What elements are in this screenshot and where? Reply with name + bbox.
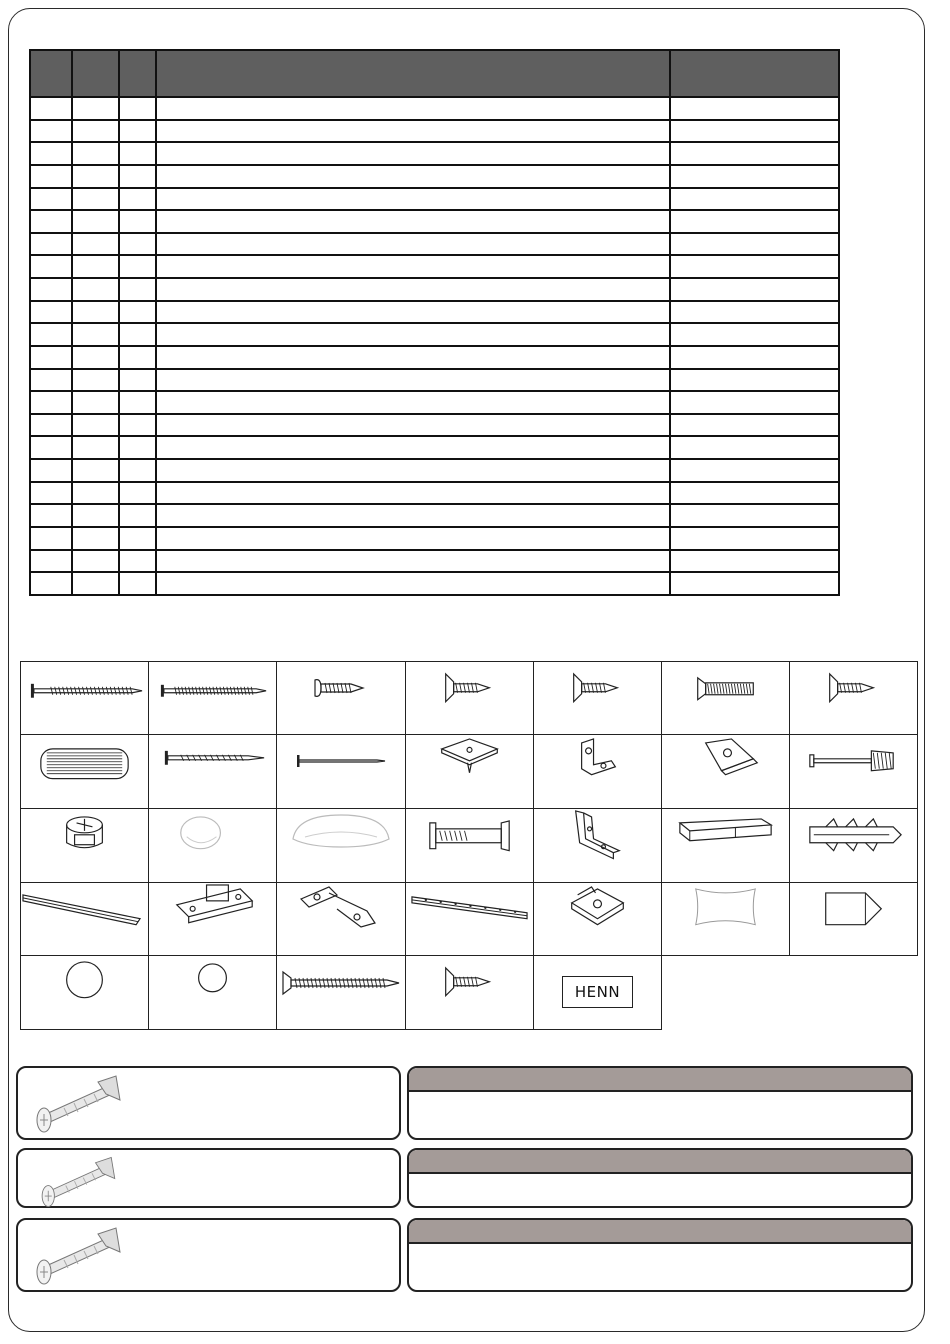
parts-table-cell: [156, 255, 670, 278]
parts-table-cell: [30, 459, 72, 482]
parts-table-row: [30, 459, 839, 482]
parts-table-row: [30, 255, 839, 278]
parts-table-cell: [72, 120, 119, 143]
parts-table-cell: [156, 210, 670, 233]
hardware-cell: [20, 882, 149, 956]
countersunk-screw-icon: [406, 662, 533, 734]
hardware-cell: [533, 955, 662, 1030]
parts-table-cell: [119, 255, 156, 278]
parts-table-cell: [119, 120, 156, 143]
parts-table-cell: [670, 346, 839, 369]
hardware-cell: [20, 955, 149, 1030]
parts-table-cell: [119, 504, 156, 527]
parts-table-cell: [30, 120, 72, 143]
parts-table-cell: [119, 391, 156, 414]
connector-box: [16, 1066, 401, 1140]
parts-table-cell: [72, 165, 119, 188]
parts-table-cell: [119, 436, 156, 459]
parts-table-header: [30, 50, 839, 97]
parts-table-cell: [30, 97, 72, 120]
parts-table-cell: [72, 527, 119, 550]
parts-table-cell: [30, 142, 72, 165]
hardware-cell: [148, 734, 277, 809]
parts-table-cell: [30, 436, 72, 459]
parts-table-row: [30, 188, 839, 211]
parts-table-row: [30, 165, 839, 188]
parts-table-cell: [670, 459, 839, 482]
parts-table-cell: [670, 301, 839, 324]
parts-table-cell: [670, 210, 839, 233]
connector-info-header: [409, 1068, 911, 1092]
parts-table-cell: [156, 233, 670, 256]
parts-table-cell: [156, 459, 670, 482]
drawer-runner-icon: [406, 883, 533, 955]
connector-box: [16, 1218, 401, 1292]
parts-table-cell: [72, 301, 119, 324]
parts-table-cell: [670, 233, 839, 256]
parts-table-cell: [156, 165, 670, 188]
parts-table-cell: [156, 278, 670, 301]
cover-cap-small-icon: [149, 956, 276, 1029]
parts-table: [29, 49, 840, 596]
parts-table-row: [30, 210, 839, 233]
parts-table-cell: [30, 165, 72, 188]
plate-connector-icon: [406, 735, 533, 808]
parts-table-cell: [156, 346, 670, 369]
parts-table-cell: [72, 572, 119, 595]
corner-block-icon: [662, 735, 789, 808]
hardware-cell: [789, 661, 918, 735]
parts-table-cell: [119, 459, 156, 482]
parts-table-cell: [119, 323, 156, 346]
cam-bolt-icon: [790, 735, 917, 808]
hardware-cell: [533, 808, 662, 883]
hardware-cell: [533, 734, 662, 809]
connector-info-box: [407, 1218, 913, 1292]
parts-table-cell: [72, 188, 119, 211]
edge-cap-icon: [790, 883, 917, 955]
hardware-cell: [533, 661, 662, 735]
cover-cap-large-icon: [21, 956, 148, 1029]
countersunk-screw-icon: [790, 662, 917, 734]
parts-table-cell: [156, 142, 670, 165]
mounting-plate-icon: [149, 883, 276, 955]
parts-table-row: [30, 482, 839, 505]
parts-table-cell: [119, 482, 156, 505]
parts-table-cell: [119, 188, 156, 211]
parts-table-row: [30, 391, 839, 414]
countersunk-screw-icon: [406, 956, 533, 1029]
hardware-cell: [661, 734, 790, 809]
parts-table-cell: [119, 301, 156, 324]
parts-table-cell: [670, 120, 839, 143]
clip-bracket-icon: [534, 883, 661, 955]
parts-table-cell: [119, 527, 156, 550]
parts-table-cell: [156, 572, 670, 595]
parts-table-cell: [119, 414, 156, 437]
hardware-cell: [20, 661, 149, 735]
parts-table-cell: [156, 504, 670, 527]
parts-table-cell: [72, 323, 119, 346]
machine-bolt-icon: [662, 662, 789, 734]
henn-label-icon: [534, 976, 661, 1008]
hardware-cell: [405, 661, 534, 735]
parts-table-cell: [30, 255, 72, 278]
threaded-screw-icon: [149, 662, 276, 734]
parts-table-cell: [30, 188, 72, 211]
wall-plug-icon: [790, 809, 917, 882]
connector-screw-icon: [28, 1224, 128, 1288]
round-knob-icon: [149, 809, 276, 882]
parts-table-cell: [119, 233, 156, 256]
parts-table-cell: [119, 278, 156, 301]
connector-screw-icon: [28, 1072, 128, 1136]
parts-table-cell: [119, 210, 156, 233]
felt-pad-icon: [662, 883, 789, 955]
parts-table-cell: [156, 482, 670, 505]
wood-strip-icon: [662, 809, 789, 882]
header-cell: [119, 50, 156, 97]
connector-info-header: [409, 1220, 911, 1244]
hardware-cell: [405, 882, 534, 956]
hardware-cell: [405, 808, 534, 883]
hardware-cell: [661, 661, 790, 735]
parts-table-cell: [119, 165, 156, 188]
parts-table-cell: [670, 165, 839, 188]
parts-table-cell: [119, 550, 156, 573]
long-rail-icon: [21, 883, 148, 955]
parts-table-row: [30, 527, 839, 550]
parts-table-cell: [30, 278, 72, 301]
parts-table-cell: [156, 323, 670, 346]
parts-table-row: [30, 436, 839, 459]
parts-table-cell: [72, 233, 119, 256]
parts-table-cell: [670, 482, 839, 505]
parts-table-cell: [670, 504, 839, 527]
parts-table-cell: [72, 346, 119, 369]
parts-table-cell: [670, 436, 839, 459]
parts-table-cell: [30, 550, 72, 573]
parts-table-row: [30, 278, 839, 301]
hardware-cell: [148, 808, 277, 883]
parts-table-cell: [72, 504, 119, 527]
parts-table-cell: [156, 120, 670, 143]
parts-table-cell: [670, 572, 839, 595]
parts-table-row: [30, 142, 839, 165]
pan-head-screw-icon: [277, 662, 405, 734]
parts-table-cell: [670, 97, 839, 120]
hardware-cell: [661, 882, 790, 956]
parts-table-row: [30, 233, 839, 256]
parts-table-cell: [30, 572, 72, 595]
parts-table-cell: [670, 550, 839, 573]
parts-table-cell: [156, 527, 670, 550]
parts-table-row: [30, 323, 839, 346]
parts-table-row: [30, 550, 839, 573]
parts-table-row: [30, 346, 839, 369]
parts-table-cell: [670, 323, 839, 346]
connector-info-box: [407, 1066, 913, 1140]
parts-table-cell: [670, 188, 839, 211]
hardware-cell: [533, 882, 662, 956]
hardware-cell: [20, 808, 149, 883]
parts-table-cell: [119, 369, 156, 392]
henn-label-text: HENN: [562, 976, 633, 1008]
parts-table-row: [30, 120, 839, 143]
header-cell: [72, 50, 119, 97]
header-cell: [30, 50, 72, 97]
parts-table-row: [30, 504, 839, 527]
cam-lock-icon: [21, 809, 148, 882]
parts-table-row: [30, 369, 839, 392]
parts-table-cell: [670, 414, 839, 437]
parts-table-row: [30, 97, 839, 120]
parts-table-cell: [30, 210, 72, 233]
parts-table-cell: [72, 255, 119, 278]
parts-table-cell: [670, 369, 839, 392]
parts-table-cell: [72, 414, 119, 437]
angle-bracket-icon: [534, 735, 661, 808]
hardware-cell: [405, 734, 534, 809]
parts-table-cell: [72, 210, 119, 233]
long-screw-icon: [21, 662, 148, 734]
parts-table-cell: [72, 482, 119, 505]
parts-table-cell: [30, 233, 72, 256]
parts-table-cell: [670, 255, 839, 278]
parts-table-cell: [156, 301, 670, 324]
header-cell: [156, 50, 670, 97]
parts-table-cell: [72, 459, 119, 482]
parts-table-row: [30, 301, 839, 324]
hardware-cell: [789, 808, 918, 883]
parts-table-cell: [30, 391, 72, 414]
parts-table-cell: [156, 97, 670, 120]
header-cell: [670, 50, 839, 97]
parts-table-cell: [30, 527, 72, 550]
thin-nail-icon: [277, 735, 405, 808]
parts-table-cell: [30, 323, 72, 346]
parts-table-cell: [30, 369, 72, 392]
connector-box: [16, 1148, 401, 1208]
hardware-cell: [789, 734, 918, 809]
hardware-cell: [148, 882, 277, 956]
hardware-cell: [20, 734, 149, 809]
parts-table-row: [30, 572, 839, 595]
parts-table-cell: [670, 527, 839, 550]
parts-table-cell: [72, 97, 119, 120]
parts-table-cell: [72, 278, 119, 301]
hardware-cell: [405, 955, 534, 1030]
parts-table-cell: [119, 346, 156, 369]
hardware-cell: [148, 661, 277, 735]
hardware-cell: [148, 955, 277, 1030]
hardware-cell: [276, 808, 406, 883]
hardware-cell: [661, 808, 790, 883]
parts-table-row: [30, 414, 839, 437]
parts-table-cell: [72, 369, 119, 392]
parts-table-cell: [30, 346, 72, 369]
parts-table-cell: [72, 391, 119, 414]
cup-handle-icon: [277, 809, 405, 882]
parts-table-cell: [670, 391, 839, 414]
parts-table-cell: [119, 572, 156, 595]
parts-table-cell: [30, 414, 72, 437]
parts-table-cell: [72, 142, 119, 165]
parts-table-cell: [156, 188, 670, 211]
parts-table-cell: [156, 369, 670, 392]
hardware-cell: [276, 734, 406, 809]
shelf-bracket-icon: [534, 809, 661, 882]
wooden-dowel-icon: [21, 735, 148, 808]
parts-table-cell: [670, 142, 839, 165]
parts-table-cell: [30, 504, 72, 527]
connector-screw-icon: [28, 1154, 128, 1210]
parts-table-cell: [156, 414, 670, 437]
parts-table-cell: [30, 301, 72, 324]
hardware-cell: [276, 882, 406, 956]
connector-bolt-icon: [406, 809, 533, 882]
parts-table-cell: [156, 550, 670, 573]
countersunk-screw-icon: [534, 662, 661, 734]
hardware-cell: [789, 882, 918, 956]
concealed-hinge-icon: [277, 883, 405, 955]
hardware-cell: [276, 955, 406, 1030]
parts-table-cell: [30, 482, 72, 505]
long-countersunk-screw-icon: [277, 956, 405, 1029]
parts-table-cell: [156, 436, 670, 459]
parts-table-cell: [670, 278, 839, 301]
parts-table-cell: [72, 550, 119, 573]
parts-table-cell: [119, 142, 156, 165]
parts-table-cell: [72, 436, 119, 459]
parts-table-cell: [119, 97, 156, 120]
hardware-cell: [276, 661, 406, 735]
parts-table-cell: [156, 391, 670, 414]
nail-icon: [149, 735, 276, 808]
connector-info-header: [409, 1150, 911, 1174]
connector-info-box: [407, 1148, 913, 1208]
